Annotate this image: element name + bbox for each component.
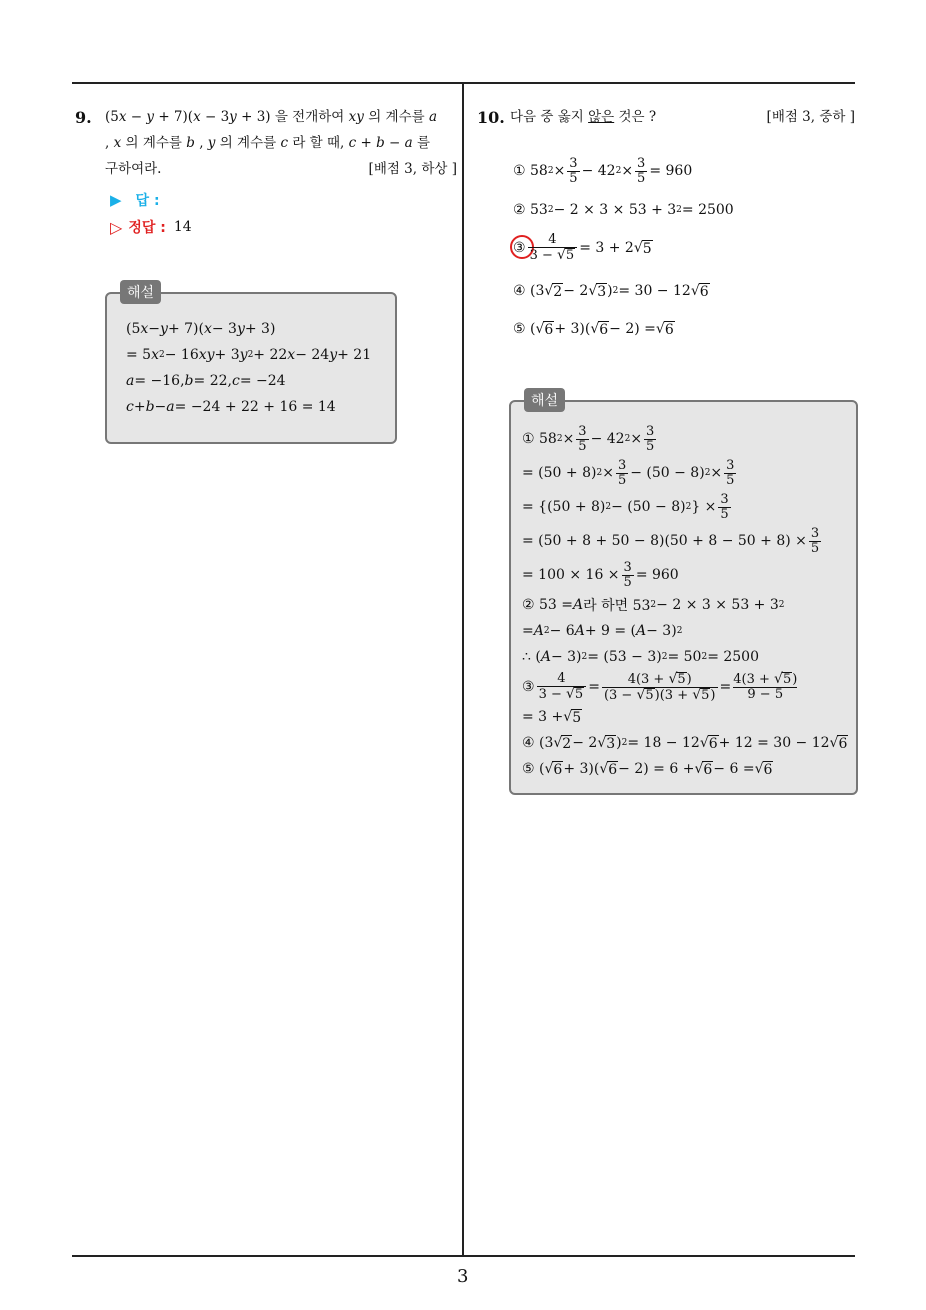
answer-label: 답 : <box>135 193 160 209</box>
q9-solution-line-4: c + b − a = −24 + 22 + 16 = 14 <box>126 399 336 415</box>
question-10-text: 다음 중 옳지 않은 것은 ? [배점 3, 중하 ] <box>510 104 855 130</box>
option-4[interactable]: ④ (3 √ 2 − 2 √ 3 ) 2 = 30 − 12 √ 6 <box>513 283 709 300</box>
option-3[interactable]: ③ $\frac{4}{3 - √5}$ = 3 + 2 √ 5 <box>513 232 652 263</box>
correct-marker-icon: ▷ <box>110 217 123 237</box>
question-9-text <box>105 104 457 182</box>
q10-solution-line-2: = (50 + 8) 2 × $\frac{3}{5}$ − (50 − 8) 2 × $\frac{3}{5}$ <box>522 457 735 488</box>
question-9-solution <box>126 316 371 420</box>
option-1[interactable]: ① 58 2 × $\frac{3}{5}$ − 42 2 × $\frac{3}{5}$ = 960 <box>513 155 693 186</box>
q9-solution-line-3: a = −16, b = 22, c = −24 <box>126 373 286 389</box>
question-10-number: 10. <box>477 108 505 127</box>
q9-solution-line-1: (5 x − y + 7)( x − 3 y + 3) <box>126 321 276 337</box>
question-9-line1: (5x − y + 7)(x − 3y + 3) 을 전개하여 xy 의 계수를 a <box>105 109 438 125</box>
q10-solution-line-7: = A 2 − 6 A + 9 = ( A − 3) 2 <box>522 623 683 639</box>
q10-solution-line-11: ④ (3 √ 2 − 2 √ 3 ) 2 = 18 − 12 √ 6 + 12 = 30 − 12 √ 6 <box>522 735 848 752</box>
question-10-solution-tag: 해설 <box>524 388 565 412</box>
q10-solution-line-6: ② 53 = A 라 하면 53 2 − 2 × 3 × 53 + 3 2 <box>522 597 785 614</box>
q10-solution-line-8: ∴ ( A − 3) 2 = (53 − 3) 2 = 50 2 = 2500 <box>522 649 759 665</box>
answer-row <box>110 190 160 210</box>
question-9-number: 9. <box>75 108 92 127</box>
correct-answer-value: 14 <box>173 219 192 235</box>
question-9-score: [배점 3, 하상 ] <box>368 161 457 177</box>
q9-solution-line-2: = 5 x 2 − 16 xy + 3 y 2 + 22 x − 24 y + 21 <box>126 347 372 363</box>
top-rule <box>72 82 855 84</box>
question-9-line3: 구하여라. [배점 3, 하상 ] <box>105 156 457 182</box>
question-10-score: [배점 3, 중하 ] <box>766 109 855 125</box>
correct-answer-row <box>110 217 192 237</box>
question-10-underlined: 않은 <box>588 109 615 125</box>
column-divider <box>462 84 464 1256</box>
q10-solution-line-4: = (50 + 8 + 50 − 8)(50 + 8 − 50 + 8) × $\frac{3}{5}$ <box>522 525 820 556</box>
correct-answer-label: 정답 : <box>128 220 166 236</box>
q10-solution-line-12: ⑤ ( √ 6 + 3)( √ 6 − 2) = 6 + √ 6 − 6 = √ 6 <box>522 761 773 778</box>
page-number: 3 <box>457 1266 469 1287</box>
q10-solution-line-9: ③ $\frac{4}{3 - √5}$ = $\frac{4(3 + √5)}{(3 - √5)(3 + √5)}$ = $\frac{4(3 + √5)}{9 - 5}$ <box>522 670 798 703</box>
q10-solution-line-3: = {(50 + 8) 2 − (50 − 8) 2 } × $\frac{3}{5}$ <box>522 491 729 522</box>
q10-solution-line-10: = 3 + √ 5 <box>522 709 582 726</box>
question-9-solution-tag: 해설 <box>120 280 161 304</box>
bottom-rule <box>72 1255 855 1257</box>
question-10-solution <box>522 422 848 782</box>
option-2[interactable]: ② 53 2 − 2 × 3 × 53 + 3 2 = 2500 <box>513 202 734 218</box>
question-9-line2: , x 의 계수를 b , y 의 계수를 c 라 할 때, c + b − a 를 <box>105 135 431 151</box>
answer-marker-icon: ▶ <box>110 191 122 209</box>
q10-solution-line-5: = 100 × 16 × $\frac{3}{5}$ = 960 <box>522 559 679 590</box>
option-5[interactable]: ⑤ ( √ 6 + 3)( √ 6 − 2) = √ 6 <box>513 321 674 338</box>
q10-solution-line-1: ① 58 2 × $\frac{3}{5}$ − 42 2 × $\frac{3}{5}$ <box>522 423 655 454</box>
